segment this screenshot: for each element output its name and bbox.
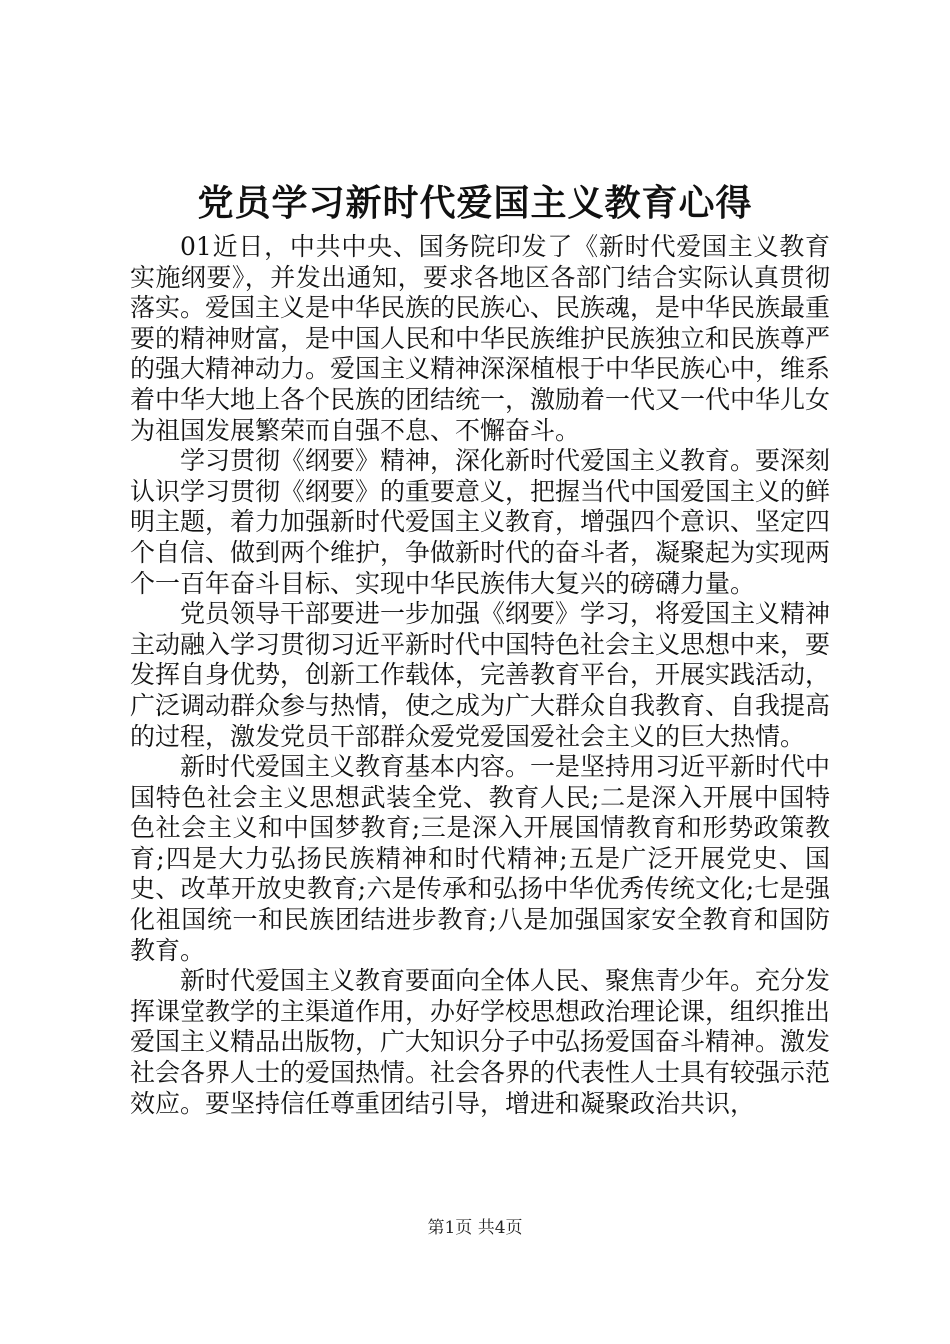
document-body xyxy=(130,232,830,1119)
document-title: 党员学习新时代爱国主义教育心得 xyxy=(197,183,753,224)
paragraph-2: 学习贯彻《纲要》精神，深化新时代爱国主义教育。要深刻认识学习贯彻《纲要》的重要意义，把握当代中国爱国主义的鲜明主题，着力加强新时代爱国主义教育，增强四个意识、坚定四个自信、做到两个维护，争做新时代的奋斗者，凝聚起为实现两个一百年奋斗目标、实现中华民族伟大复兴的磅礴力量。 xyxy=(130,446,831,598)
paragraph-4: 新时代爱国主义教育基本内容。一是坚持用习近平新时代中国特色社会主义思想武装全党、教育人民;二是深入开展中国特色社会主义和中国梦教育;三是深入开展国情教育和形势政策教育;四是大力弘扬民族精神和时代精神;五是广泛开展党史、国史、改革开放史教育;六是传承和弘扬中华优秀传统文化;七是强化祖国统一和民族团结进步教育;八是加强国家安全教育和国防教育。 xyxy=(130,752,831,965)
paragraph-1: 01近日，中共中央、国务院印发了《新时代爱国主义教育实施纲要》，并发出通知，要求各地区各部门结合实际认真贯彻落实。爱国主义是中华民族的民族心、民族魂，是中华民族最重要的精神财富，是中国人民和中华民族维护民族独立和民族尊严的强大精神动力。爱国主义精神深深植根于中华民族心中，维系着中华大地上各个民族的团结统一，激励着一代又一代中华儿女为祖国发展繁荣而自强不息、不懈奋斗。 xyxy=(130,232,831,445)
paragraph-5: 新时代爱国主义教育要面向全体人民、聚焦青少年。充分发挥课堂教学的主渠道作用，办好学校思想政治理论课，组织推出爱国主义精品出版物，广大知识分子中弘扬爱国奋斗精神。激发社会各界人士的爱国热情。社会各界的代表性人士具有较强示范效应。要坚持信任尊重团结引导，增进和凝聚政治共识， xyxy=(130,966,831,1118)
paragraph-3: 党员领导干部要进一步加强《纲要》学习，将爱国主义精神主动融入学习贯彻习近平新时代中国特色社会主义思想中来，要发挥自身优势，创新工作载体，完善教育平台，开展实践活动，广泛调动群众参与热情，使之成为广大群众自我教育、自我提高的过程，激发党员干部群众爱党爱国爱社会主义的巨大热情。 xyxy=(130,599,831,751)
page-footer: 第1页 共4页 xyxy=(427,1218,523,1238)
